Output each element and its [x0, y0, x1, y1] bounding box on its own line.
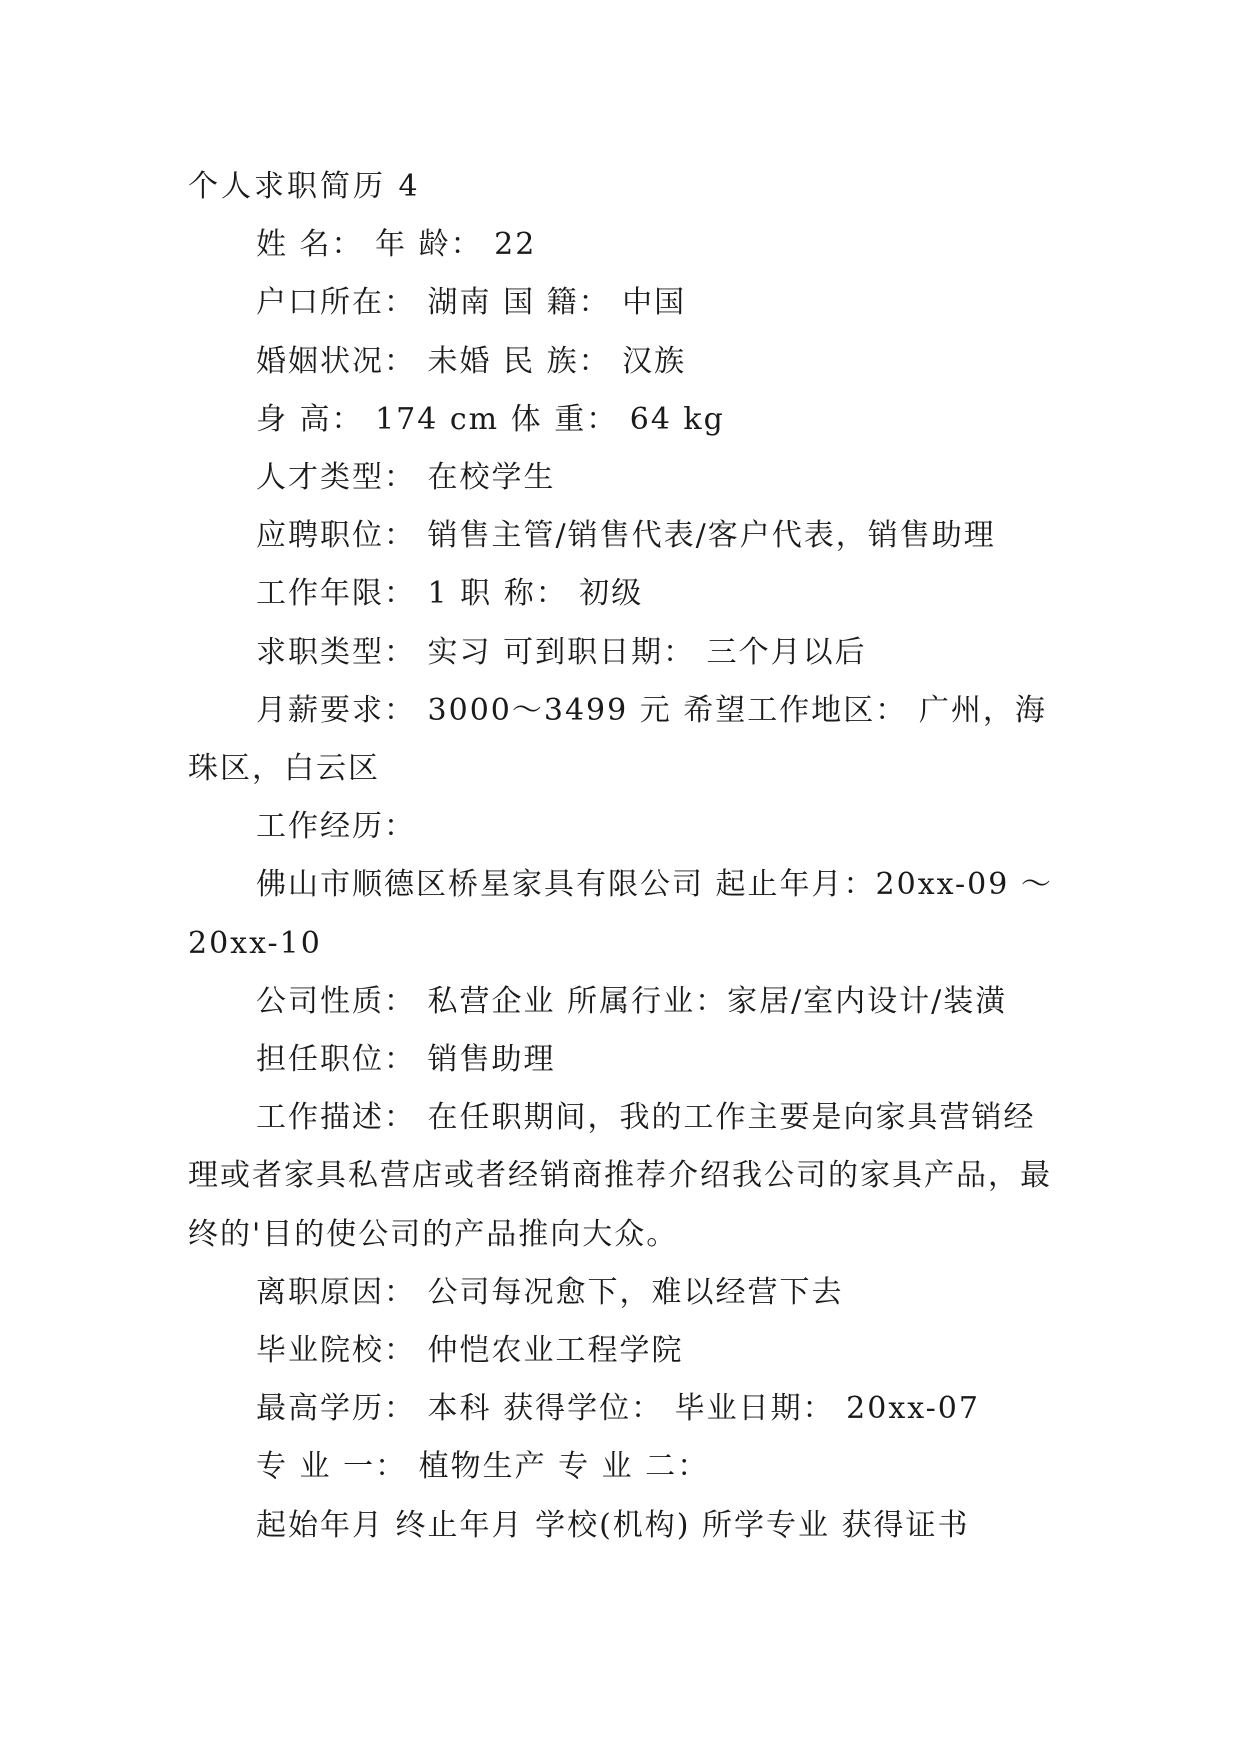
marital-ethnicity-line: 婚姻状况： 未婚 民 族： 汉族	[256, 343, 687, 379]
school-line: 毕业院校： 仲恺农业工程学院	[256, 1333, 684, 1369]
education-line: 最高学历： 本科 获得学位： 毕业日期： 20xx-07	[256, 1391, 980, 1427]
leaving-reason-line: 离职原因： 公司每况愈下，难以经营下去	[256, 1274, 844, 1310]
height-weight-line: 身 高： 174 cm 体 重： 64 kg	[256, 401, 725, 437]
hukou-nationality-line: 户口所在： 湖南 国 籍： 中国	[256, 285, 687, 321]
major-line: 专 业 一： 植物生产 专 业 二：	[256, 1449, 710, 1485]
applied-position-line: 应聘职位： 销售主管/销售代表/客户代表，销售助理	[256, 518, 996, 554]
resume-body	[188, 158, 1065, 1555]
document-title: 个人求职简历 4	[188, 169, 421, 204]
work-years-title-line: 工作年限： 1 职 称： 初级	[256, 576, 644, 612]
salary-location-line: 月薪要求： 3000～3499 元 希望工作地区： 广州，海珠区，白云区	[188, 692, 1047, 787]
talent-type-line: 人才类型： 在校学生	[256, 460, 556, 496]
work-experience-heading: 工作经历：	[256, 809, 416, 845]
job-description-line: 工作描述： 在任职期间，我的工作主要是向家具营销经理或者家具私营店或者经销商推荐介绍我公司的家具产品，最终的'目的使公司的产品推向大众。	[188, 1100, 1052, 1252]
education-table-header: 起始年月 终止年月 学校(机构) 所学专业 获得证书	[256, 1507, 970, 1543]
company-period-line: 佛山市顺德区桥星家具有限公司 起止年月：20xx-09 ～ 20xx-10	[188, 867, 1065, 961]
position-held-line: 担任职位： 销售助理	[256, 1042, 556, 1078]
company-nature-line: 公司性质： 私营企业 所属行业：家居/室内设计/装潢	[256, 983, 1008, 1019]
job-type-line: 求职类型： 实习 可到职日期： 三个月以后	[256, 634, 867, 670]
name-age-line: 姓 名： 年 龄： 22	[256, 227, 537, 263]
